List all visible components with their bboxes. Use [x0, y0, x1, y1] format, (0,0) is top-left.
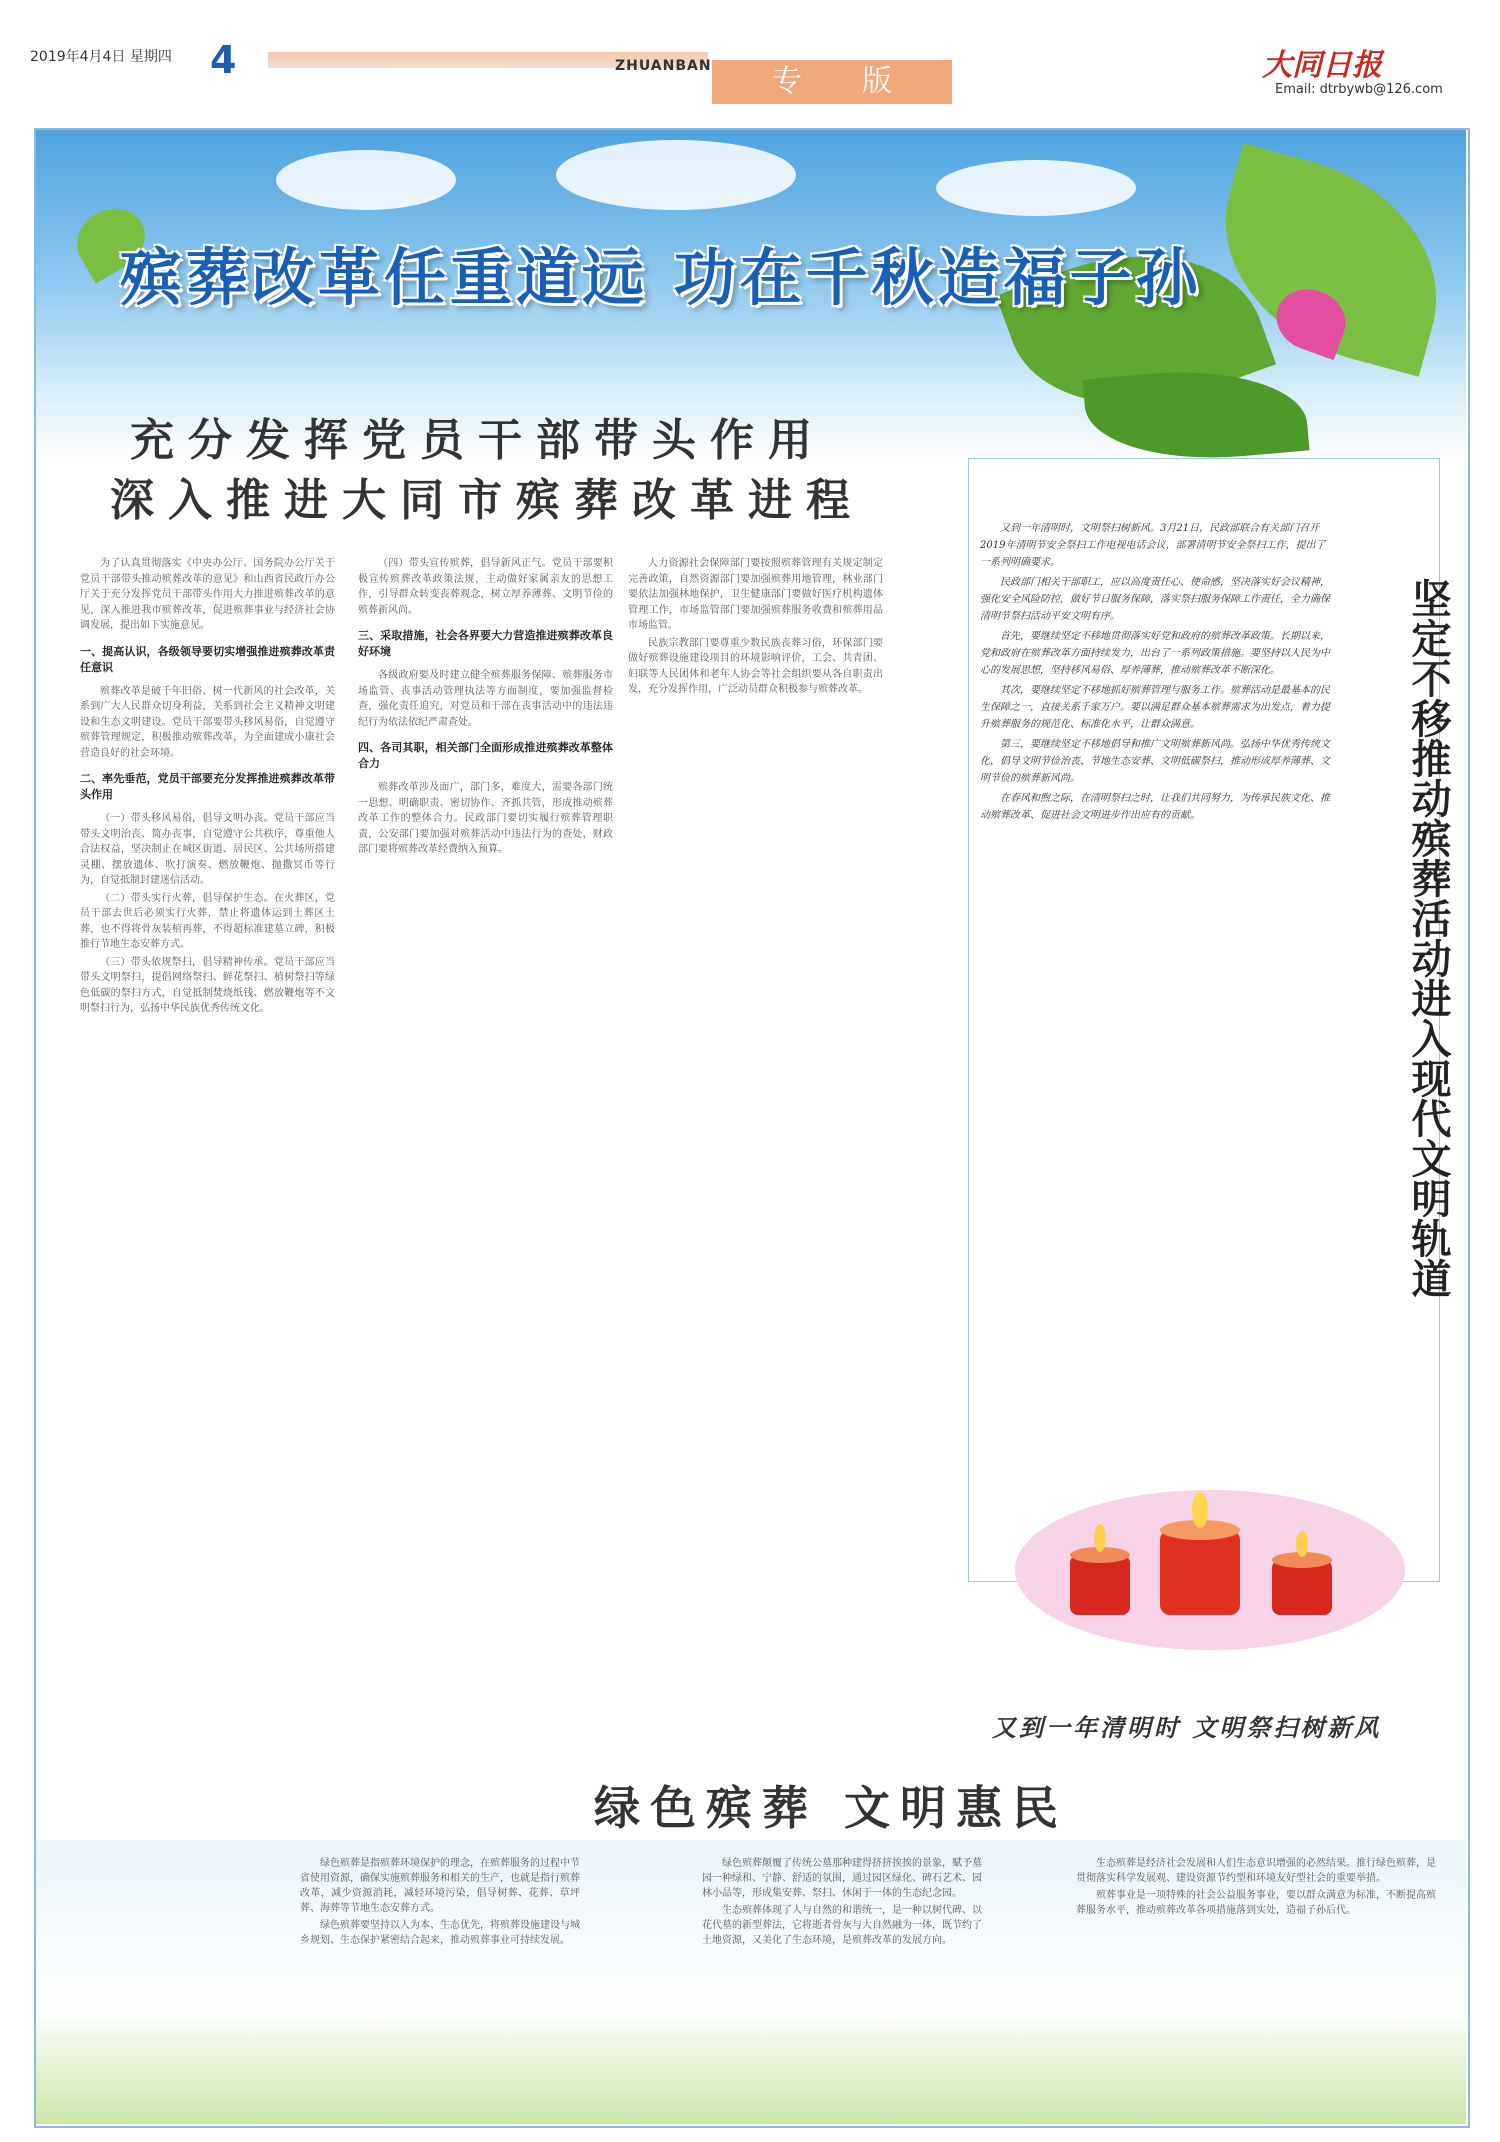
issue-date: 2019年4月4日 星期四	[30, 49, 172, 65]
paragraph: 人力资源社会保障部门要按照殡葬管理有关规定制定完善政策，自然资源部门要加强殡葬用地管理，林业部门要依法加强林地保护，卫生健康部门要做好医疗机构遗体管理工作，市场监管部门要加强殡葬服务收费和殡葬用品市场监管。	[628, 558, 883, 631]
paragraph: 殡葬改革涉及面广，部门多，难度大，需要各部门统一思想、明确职责、密切协作、齐抓共管，形成推动殡葬改革工作的整体合力。民政部门要切实履行殡葬管理职责，公安部门要加强对殡葬活动中违法行为的查处，财政部门要将殡葬改革经费纳入预算。	[358, 782, 613, 855]
bottom-column-1	[300, 1856, 580, 2096]
contact-email: Email: dtrbywb@126.com	[1275, 82, 1443, 97]
section-heading: 一、提高认识，各级领导要切实增强推进殡葬改革责任意识	[80, 644, 335, 674]
cloud-decoration	[936, 160, 1136, 216]
article-column-3	[628, 556, 883, 1656]
paragraph: 殡葬事业是一项特殊的社会公益服务事业，要以群众满意为标准，不断提高殡葬服务水平，推动殡葬改革各项措施落到实处，造福子孙后代。	[1076, 1890, 1436, 1916]
paragraph: 在春风和煦之际，在清明祭扫之时，让我们共同努力，为传承民族文化、推动殡葬改革、促进社会文明进步作出应有的贡献。	[980, 793, 1330, 821]
section-heading: 二、率先垂范，党员干部要充分发挥推进殡葬改革带头作用	[80, 772, 335, 801]
candles-photo	[1010, 1460, 1410, 1650]
paragraph: 民政部门相关干部职工，应以高度责任心、使命感，坚决落实好会议精神，强化安全风险防控，做好节日服务保障，落实祭扫服务保障工作责任，全力确保清明节祭扫活动平安文明有序。	[980, 577, 1330, 622]
photo-caption: 又到一年清明时 文明祭扫树新风	[992, 1713, 1382, 1742]
article-title-line2: 深入推进大同市殡葬改革进程	[110, 475, 864, 526]
article-column-1	[80, 556, 335, 1656]
sidebar-title: 坚定不移推动殡葬活动进入现代文明轨道	[1405, 578, 1452, 1298]
paragraph: 民族宗教部门要尊重少数民族丧葬习俗，环保部门要做好殡葬设施建设项目的环境影响评价，工会、共青团、妇联等人民团体和老年人协会等社会组织要从各自职责出发，充分发挥作用，广泛动员群众积极参与殡葬改革。	[628, 637, 883, 695]
cloud-decoration	[556, 140, 796, 210]
leaf-decoration	[1082, 361, 1309, 470]
bottom-column-3	[1076, 1856, 1436, 2096]
article-title-line1: 充分发挥党员干部带头作用	[130, 415, 826, 466]
paragraph: 其次，要继续坚定不移地抓好殡葬管理与服务工作。殡葬活动是最基本的民生保障之一，直接关系千家万户。要以满足群众基本殡葬需求为出发点，着力提升殡葬服务的规范化、标准化水平，让群众满意。	[980, 685, 1330, 730]
paragraph: （二）带头实行火葬，倡导保护生态。在火葬区，党员干部去世后必须实行火葬，禁止将遗体运到土葬区土葬，也不得将骨灰装棺再葬，不得超标准建墓立碑，积极推行节地生态安葬方式。	[80, 892, 335, 950]
section-label-pinyin: ZHUANBAN	[615, 58, 712, 74]
section-name: 专版	[712, 60, 952, 104]
paragraph: 殡葬改革是破千年旧俗、树一代新风的社会改革，关系到广大人民群众切身利益，关系到社会主义精神文明建设和生态文明建设。党员干部要带头移风易俗，自觉遵守殡葬管理规定，积极推动殡葬改革，为全面建成小康社会营造良好的社会环境。	[80, 685, 335, 759]
bottom-column-2	[702, 1856, 982, 2096]
section-heading: 三、采取措施，社会各界要大力营造推进殡葬改革良好环境	[358, 629, 613, 658]
sidebar-body	[980, 520, 1335, 1440]
article-column-2	[358, 556, 613, 1656]
paragraph: 绿色殡葬要坚持以人为本、生态优先，将殡葬设施建设与城乡规划、生态保护紧密结合起来，推动殡葬事业可持续发展。	[300, 1920, 580, 1946]
cloud-decoration	[276, 150, 456, 210]
paragraph: 各级政府要及时建立健全殡葬服务保障、殡葬服务市场监管、丧事活动管理执法等方面制度，要加强监督检查，强化责任追究，对党员和干部在丧事活动中的违法违纪行为依法依纪严肃查处。	[358, 670, 613, 728]
bottom-article-title: 绿色殡葬 文明惠民	[594, 1781, 1069, 1835]
paragraph: 生态殡葬是经济社会发展和人们生态意识增强的必然结果。推行绿色殡葬，是贯彻落实科学发展观、建设资源节约型和环境友好型社会的重要举措。	[1076, 1858, 1436, 1884]
paragraph: 首先，要继续坚定不移地贯彻落实好党和政府的殡葬改革政策。长期以来，党和政府在殡葬改革方面持续发力，出台了一系列政策措施。要坚持以人民为中心的发展思想，坚持移风易俗、厚养薄葬，推动殡葬改革不断深化。	[980, 631, 1330, 676]
paragraph: （四）带头宣传殡葬，倡导新风正气。党员干部要积极宣传殡葬改革政策法规，主动做好家属亲友的思想工作，引导群众转变丧葬观念，树立厚养薄葬、文明节俭的殡葬新风尚。	[358, 558, 613, 616]
paragraph: 生态殡葬体现了人与自然的和谐统一，是一种以树代碑、以花代墓的新型葬法，它将逝者骨灰与大自然融为一体，既节约了土地资源，又美化了生态环境，是殡葬改革的发展方向。	[702, 1905, 982, 1946]
article-intro: 为了认真贯彻落实《中央办公厅、国务院办公厅关于党员干部带头推动殡葬改革的意见》和山西省民政厅办公厅关于充分发挥党员干部带头作用大力推进殡葬改革的意见，深入推进我市殡葬改革，促进殡葬事业与经济社会协调发展，提出如下实施意见。	[80, 558, 335, 631]
page-number: 4	[210, 38, 237, 82]
paragraph: （三）带头依规祭扫，倡导精神传承。党员干部应当带头文明祭扫，提倡网络祭扫、鲜花祭扫、植树祭扫等绿色低碳的祭扫方式，自觉抵制焚烧纸钱、燃放鞭炮等不文明祭扫行为，弘扬中华民族优秀传统文化。	[80, 956, 335, 1014]
paragraph: 绿色殡葬是指殡葬环境保护的理念，在殡葬服务的过程中节省使用资源，确保实施殡葬服务和相关的生产，也就是指行殡葬改革，减少资源消耗，减轻环境污染，倡导树葬、花葬、草坪葬、海葬等节地生态安葬方式。	[300, 1858, 580, 1914]
paragraph: 绿色殡葬颠覆了传统公墓那种建得挤挤挨挨的景象，赋予墓园一种绿和、宁静、舒适的氛围，通过园区绿化、碑石艺术、园林小品等，形成集安葬、祭扫、休闲于一体的生态纪念园。	[702, 1858, 982, 1899]
main-headline: 殡葬改革任重道远 功在千秋造福子孙	[120, 241, 1202, 314]
section-heading: 四、各司其职，相关部门全面形成推进殡葬改革整体合力	[358, 741, 613, 770]
newspaper-logo: 大同日报	[1262, 48, 1382, 83]
paragraph: 又到一年清明时，文明祭扫树新风。3月21日，民政部联合有关部门召开2019年清明节安全祭扫工作电视电话会议，部署清明节安全祭扫工作，提出了一系列明确要求。	[980, 523, 1326, 568]
paragraph: （一）带头移风易俗，倡导文明办丧。党员干部应当带头文明治丧、简办丧事，自觉遵守公共秩序，尊重他人合法权益，坚决制止在城区街道、居民区、公共场所搭建灵棚、摆放遗体、吹打演奏、燃放鞭炮、抛撒冥币等行为，自觉抵制封建迷信活动。	[80, 813, 335, 886]
paragraph: 第三，要继续坚定不移地倡导和推广文明殡葬新风尚。弘扬中华优秀传统文化，倡导文明节俭治丧、节地生态安葬、文明低碳祭扫，推动形成厚养薄葬、文明节俭的殡葬新风尚。	[980, 739, 1330, 784]
